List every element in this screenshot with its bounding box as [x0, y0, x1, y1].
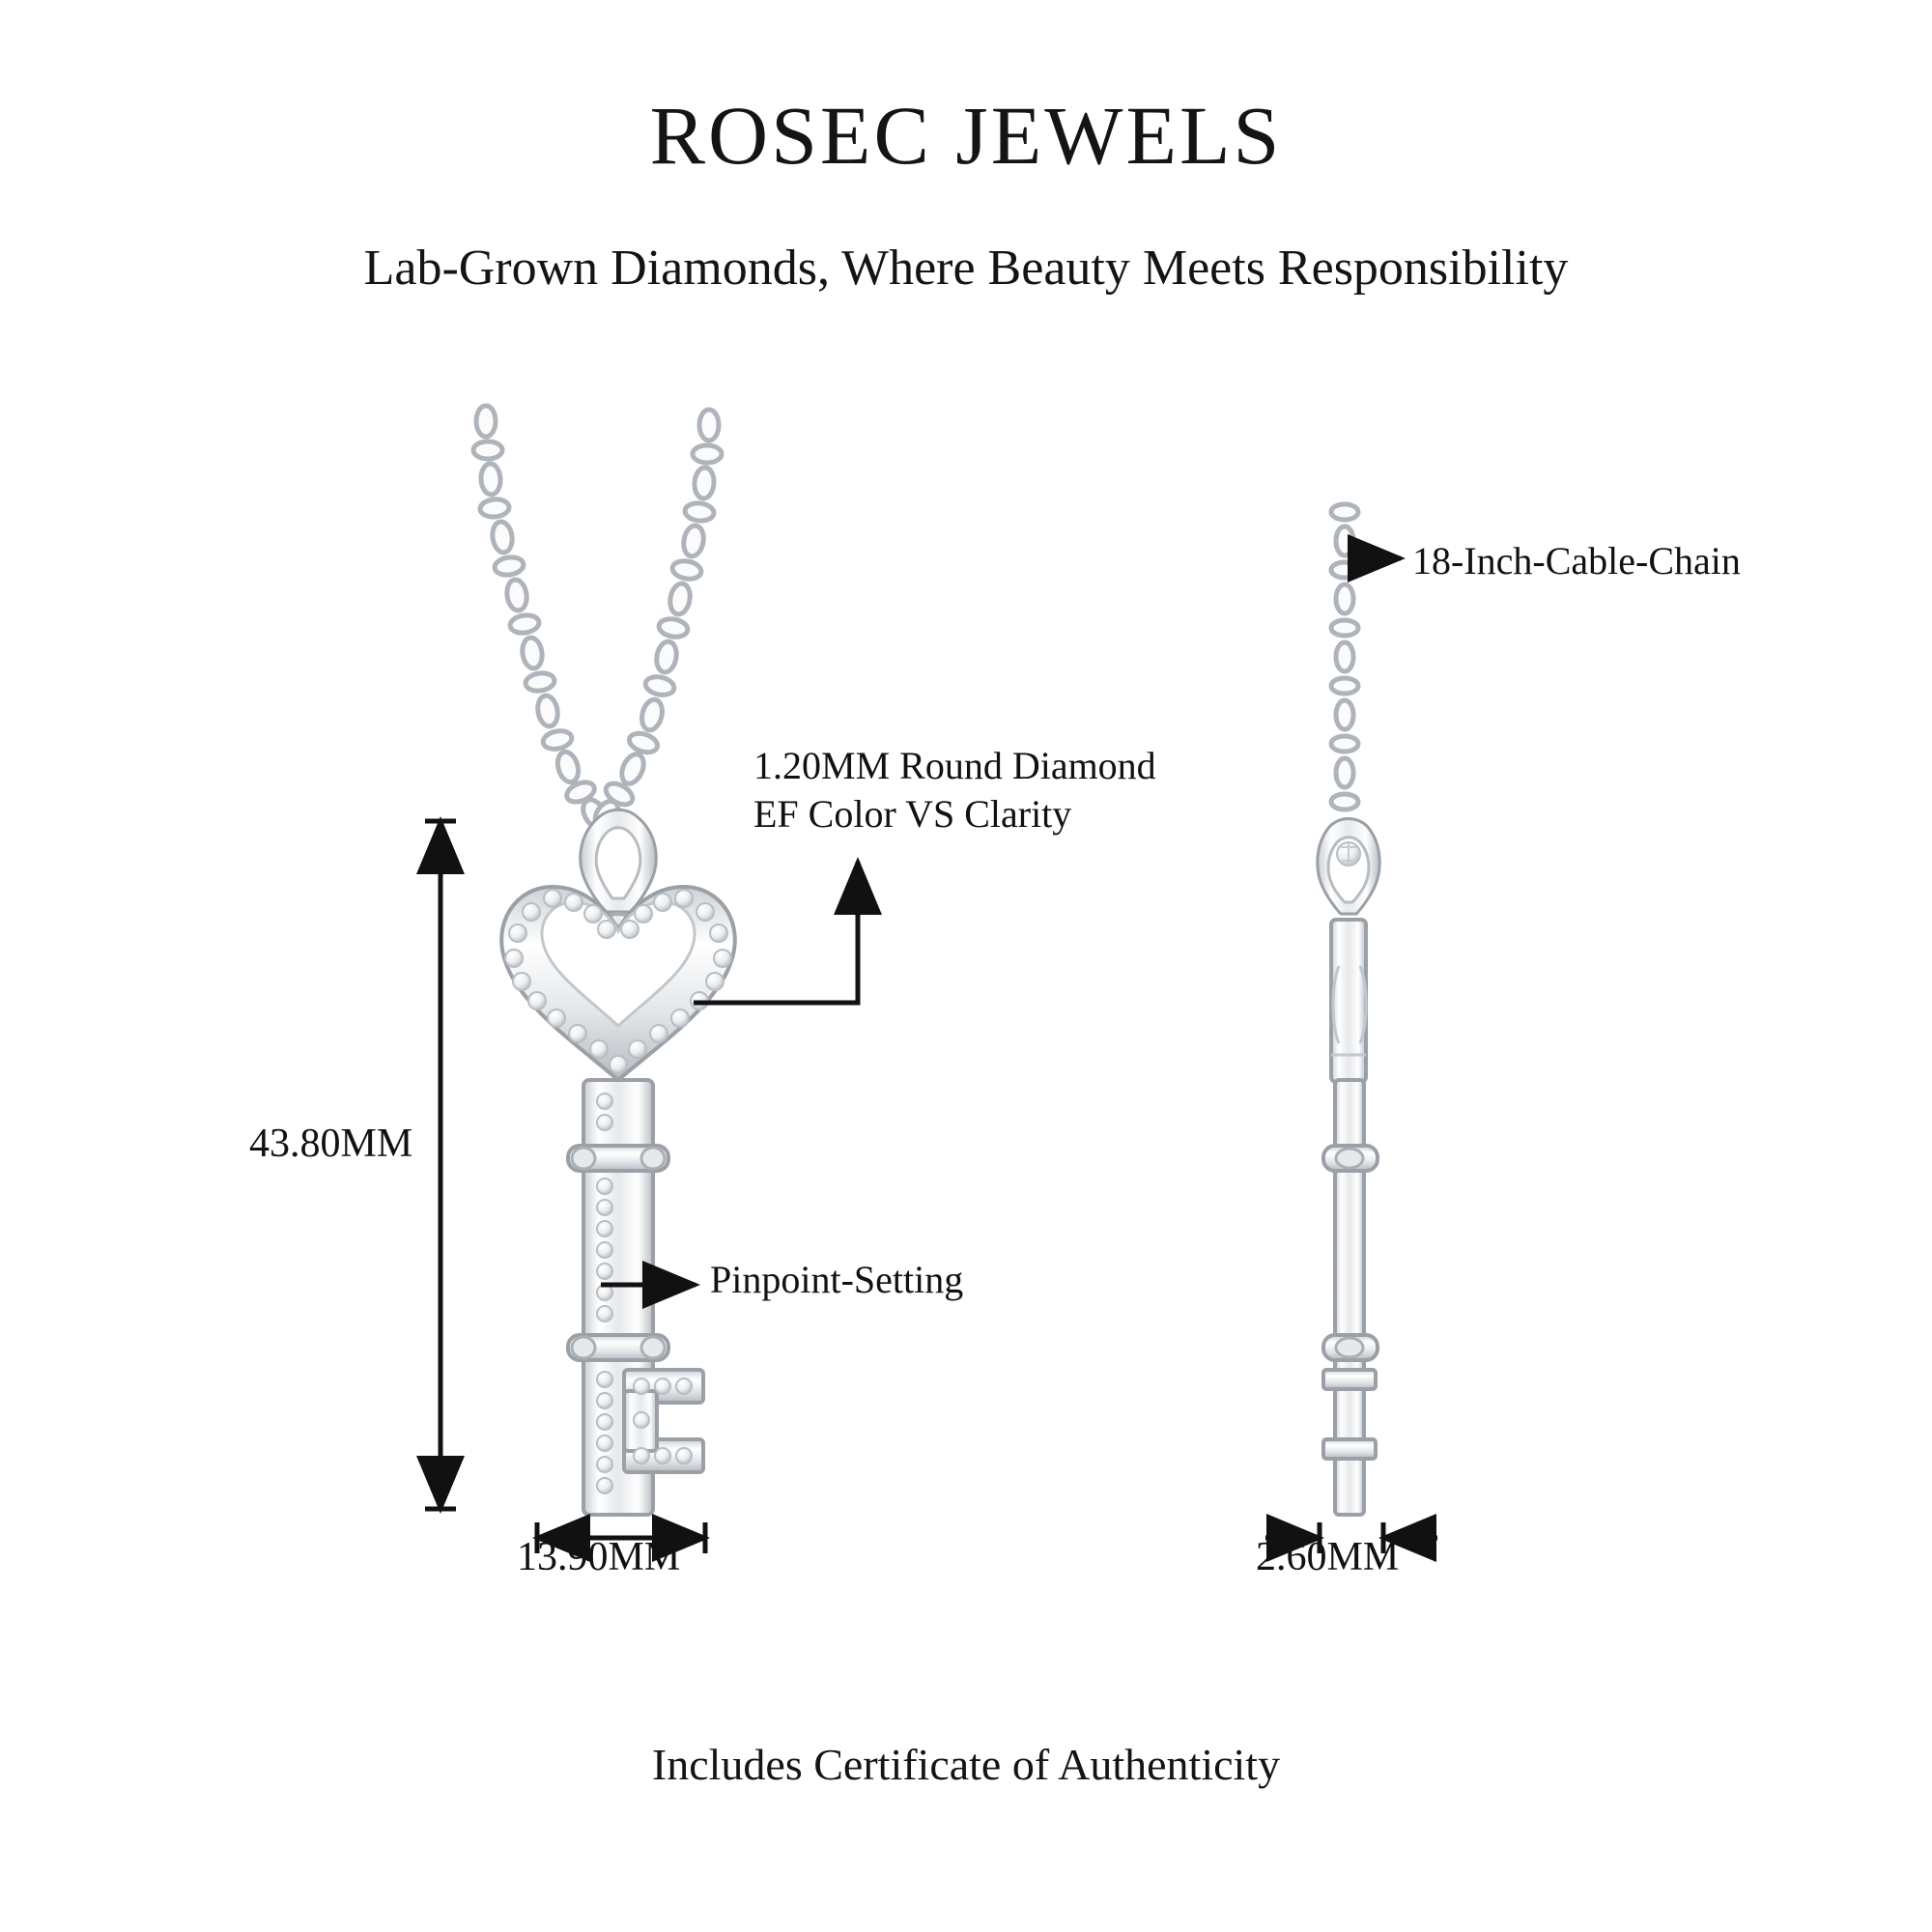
annotation-diamond-line1: 1.20MM Round Diamond — [753, 744, 1156, 787]
key-profile-side — [1323, 920, 1378, 1515]
page-subtitle: Lab-Grown Diamonds, Where Beauty Meets Responsibility — [363, 241, 1569, 296]
key-bit-front — [624, 1370, 703, 1472]
chain-links-left — [473, 406, 722, 832]
pave-diamonds-bit — [634, 1378, 692, 1463]
dimension-depth-label: 2.60MM — [1256, 1535, 1400, 1579]
annotation-pinpoint-setting: Pinpoint-Setting — [710, 1258, 964, 1301]
pendant-bail-side — [1318, 819, 1379, 915]
cable-chain-side — [1331, 504, 1358, 810]
pendant-bail-front — [581, 810, 656, 912]
annotation-diamond-line2: EF Color VS Clarity — [753, 792, 1072, 836]
annotation-cable-chain: 18-Inch-Cable-Chain — [1412, 539, 1741, 582]
heart-head-front — [501, 887, 735, 1080]
front-view — [473, 406, 735, 1515]
side-view — [1318, 504, 1379, 1515]
page-title: ROSEC JEWELS — [649, 89, 1283, 182]
dimension-height-label: 43.80MM — [249, 1122, 413, 1166]
dimension-width-label: 13.90MM — [517, 1535, 681, 1579]
certificate-note: Includes Certificate of Authenticity — [651, 1740, 1281, 1789]
